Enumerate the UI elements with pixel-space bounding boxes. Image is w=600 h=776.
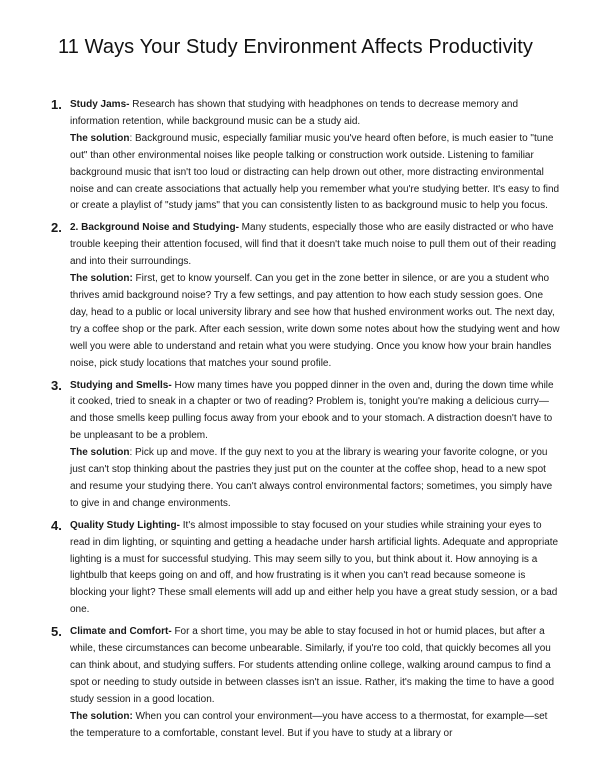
item-paragraph (70, 624, 560, 709)
item-heading: Study Jams- (70, 99, 130, 110)
list-item (0, 378, 600, 513)
solution-label: The solution (70, 447, 130, 459)
item-number: 5. (51, 624, 62, 640)
item-body: Research has shown that studying with headphones on tends to decrease memory and information retention, while background music can be a study aid. (70, 99, 519, 127)
item-heading: Quality Study Lighting- (70, 519, 180, 531)
solution-paragraph (70, 445, 560, 513)
solution-text: : Pick up and move. If the guy next to you at the library is wearing your favorite cologne, or you just can't stop thinking about the pastries they just put on the counter at the coffee shop, head to a new spot and resume your studying there. You can't always control environmental factors; sometimes, you simply have to give in and change environments. (70, 447, 553, 509)
item-body: Many students, especially those who are easily distracted or who have trouble keeping their attention focused, will find that it doesn't take much noise to pull them out of their reading and into their surroundings. (70, 222, 557, 268)
solution-label: The solution: (70, 710, 133, 722)
item-paragraph (70, 97, 560, 131)
solution-paragraph (70, 271, 560, 372)
item-heading: Studying and Smells- (70, 379, 172, 391)
item-number: 2. (51, 220, 62, 236)
list-item (0, 518, 600, 619)
solution-text: First, get to know yourself. Can you get in the zone better in silence, or are you a student who thrives amid background noise? Try a few settings, and pay attention to how each study session goes. One day, head to a public or local university library and see how that hushed environment works out. The next day, try a coffee shop or the park. After each session, write down some notes about how the studying went and how well you were able to understand and retain what you were studying. Once you know how your brain handles noise, pick study locations that matches your sound profile. (70, 273, 560, 369)
solution-text: : Background music, especially familiar music you've heard often before, is much easier to "tune out" than other environmental noises like people talking or construction work outside. Listening to familiar background music that isn't too loud or distracting can help drown out other, more distracting environmental noise and can create associations that actually help you remember what you're studying better. It's easy to find or create a playlist of "study jams" that you can consistently listen to as background music to help you focus. (70, 132, 560, 212)
list-item (0, 624, 600, 742)
item-heading: 2. Background Noise and Studying- (70, 222, 239, 234)
document-title: 11 Ways Your Study Environment Affects Productivity (58, 36, 533, 58)
solution-text: When you can control your environment—you have access to a thermostat, for example—set the temperature to a comfortable, constant level. But if you have to study at a library or (70, 710, 548, 739)
item-heading: Climate and Comfort- (70, 626, 172, 638)
item-number: 3. (51, 377, 62, 393)
solution-label: The solution: (70, 273, 133, 285)
item-paragraph (70, 378, 560, 446)
item-paragraph (70, 518, 560, 619)
item-number: 1. (51, 97, 62, 112)
item-paragraph (70, 220, 560, 271)
item-number: 4. (51, 517, 62, 533)
list-item (0, 97, 600, 215)
list-item (0, 220, 600, 372)
solution-label: The solution (70, 132, 130, 144)
solution-paragraph (70, 709, 560, 743)
tips-list (0, 97, 600, 748)
solution-paragraph (70, 131, 560, 216)
item-body: For a short time, you may be able to stay focused in hot or humid places, but after a while, these circumstances can become unbearable. Similarly, if you're too cold, that quickly becomes all you can think about, and studying suffers. For students attending online college, walking around campus to find a spot or needing to study outside in between classes isn't an issue. Rather, it's making the time to have a good study session in a good location. (70, 626, 555, 705)
item-body: It's almost impossible to stay focused on your studies while straining your eyes to read in dim lighting, or squinting and getting a headache under harsh artificial lights. Adequate and appropriate lighting is a must for successful studying. This may seem silly to you, but think about it. How annoying is a lightbulb that keeps going on and off, and how frustrating is it when you can't read because someone is blocking your light? These small elements will add up and either help you have a great study session, or a bad one. (70, 519, 559, 616)
item-body: How many times have you popped dinner in the oven and, during the down time while it cooked, tried to sneak in a chapter or two of reading? Problem is, tonight you're making a delicious curry—and those smells keep pulling focus away from your ebook and to your stomach. A distraction doesn't have to be unpleasant to be a problem. (70, 379, 554, 442)
